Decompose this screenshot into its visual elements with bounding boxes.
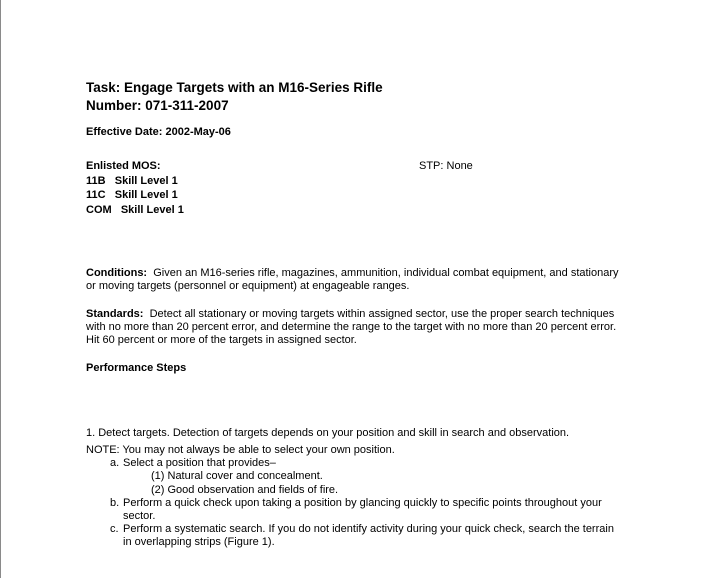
enlisted-mos-heading: Enlisted MOS: — [86, 160, 161, 172]
sub-sub-item-2: (2) Good observation and fields of fire. — [151, 484, 339, 496]
standards-text: Detect all stationary or moving targets within assigned sector, use the proper search techniques with no more than 20 percent error, and determine the range to the target with no more than 20 percent error. Hit 60 percent or more of the targets in assigned sector. — [86, 308, 617, 347]
mos-line: COM Skill Level 1 — [86, 203, 184, 216]
enlisted-mos-block — [86, 159, 184, 217]
standards-paragraph — [86, 308, 626, 348]
sub-item-text: Select a position that provides– — [123, 457, 276, 469]
conditions-paragraph — [86, 267, 626, 293]
sub-item-marker: a. — [110, 457, 120, 469]
sub-item-text: Perform a quick check upon taking a position by glancing quickly to specific points throughout your sector. — [123, 497, 602, 522]
sub-sub-item-1: (1) Natural cover and concealment. — [151, 470, 323, 482]
mos-line: 11C Skill Level 1 — [86, 189, 178, 201]
mos-line: 11B Skill Level 1 — [86, 174, 178, 187]
task-title: Task: Engage Targets with an M16-Series Rifle — [86, 80, 383, 95]
sub-item-b — [110, 497, 630, 523]
stp-label: STP: None — [419, 160, 473, 172]
sub-item-text: Perform a systematic search. If you do not identify activity during your quick check, search the terrain in overlapping strips (Figure 1). — [123, 523, 614, 548]
conditions-text: Given an M16-series rifle, magazines, ammunition, individual combat equipment, and stationary or moving targets (personnel or equipment) at engageable ranges. — [86, 267, 619, 293]
sub-item-a — [110, 457, 630, 470]
effective-date: Effective Date: 2002-May-06 — [86, 126, 231, 138]
sub-item-marker: c. — [110, 523, 119, 535]
note: NOTE: You may not always be able to select your own position. — [86, 444, 395, 456]
page-left-edge — [0, 0, 1, 578]
performance-steps-title: Performance Steps — [86, 362, 187, 374]
conditions-label: Conditions: — [86, 267, 148, 279]
sub-item-c — [110, 523, 630, 549]
task-number: Number: 071-311-2007 — [86, 98, 229, 113]
standards-label: Standards: — [86, 308, 144, 320]
sub-item-marker: b. — [110, 497, 120, 509]
step-1: 1. Detect targets. Detection of targets depends on your position and skill in search and observation. — [86, 427, 570, 439]
